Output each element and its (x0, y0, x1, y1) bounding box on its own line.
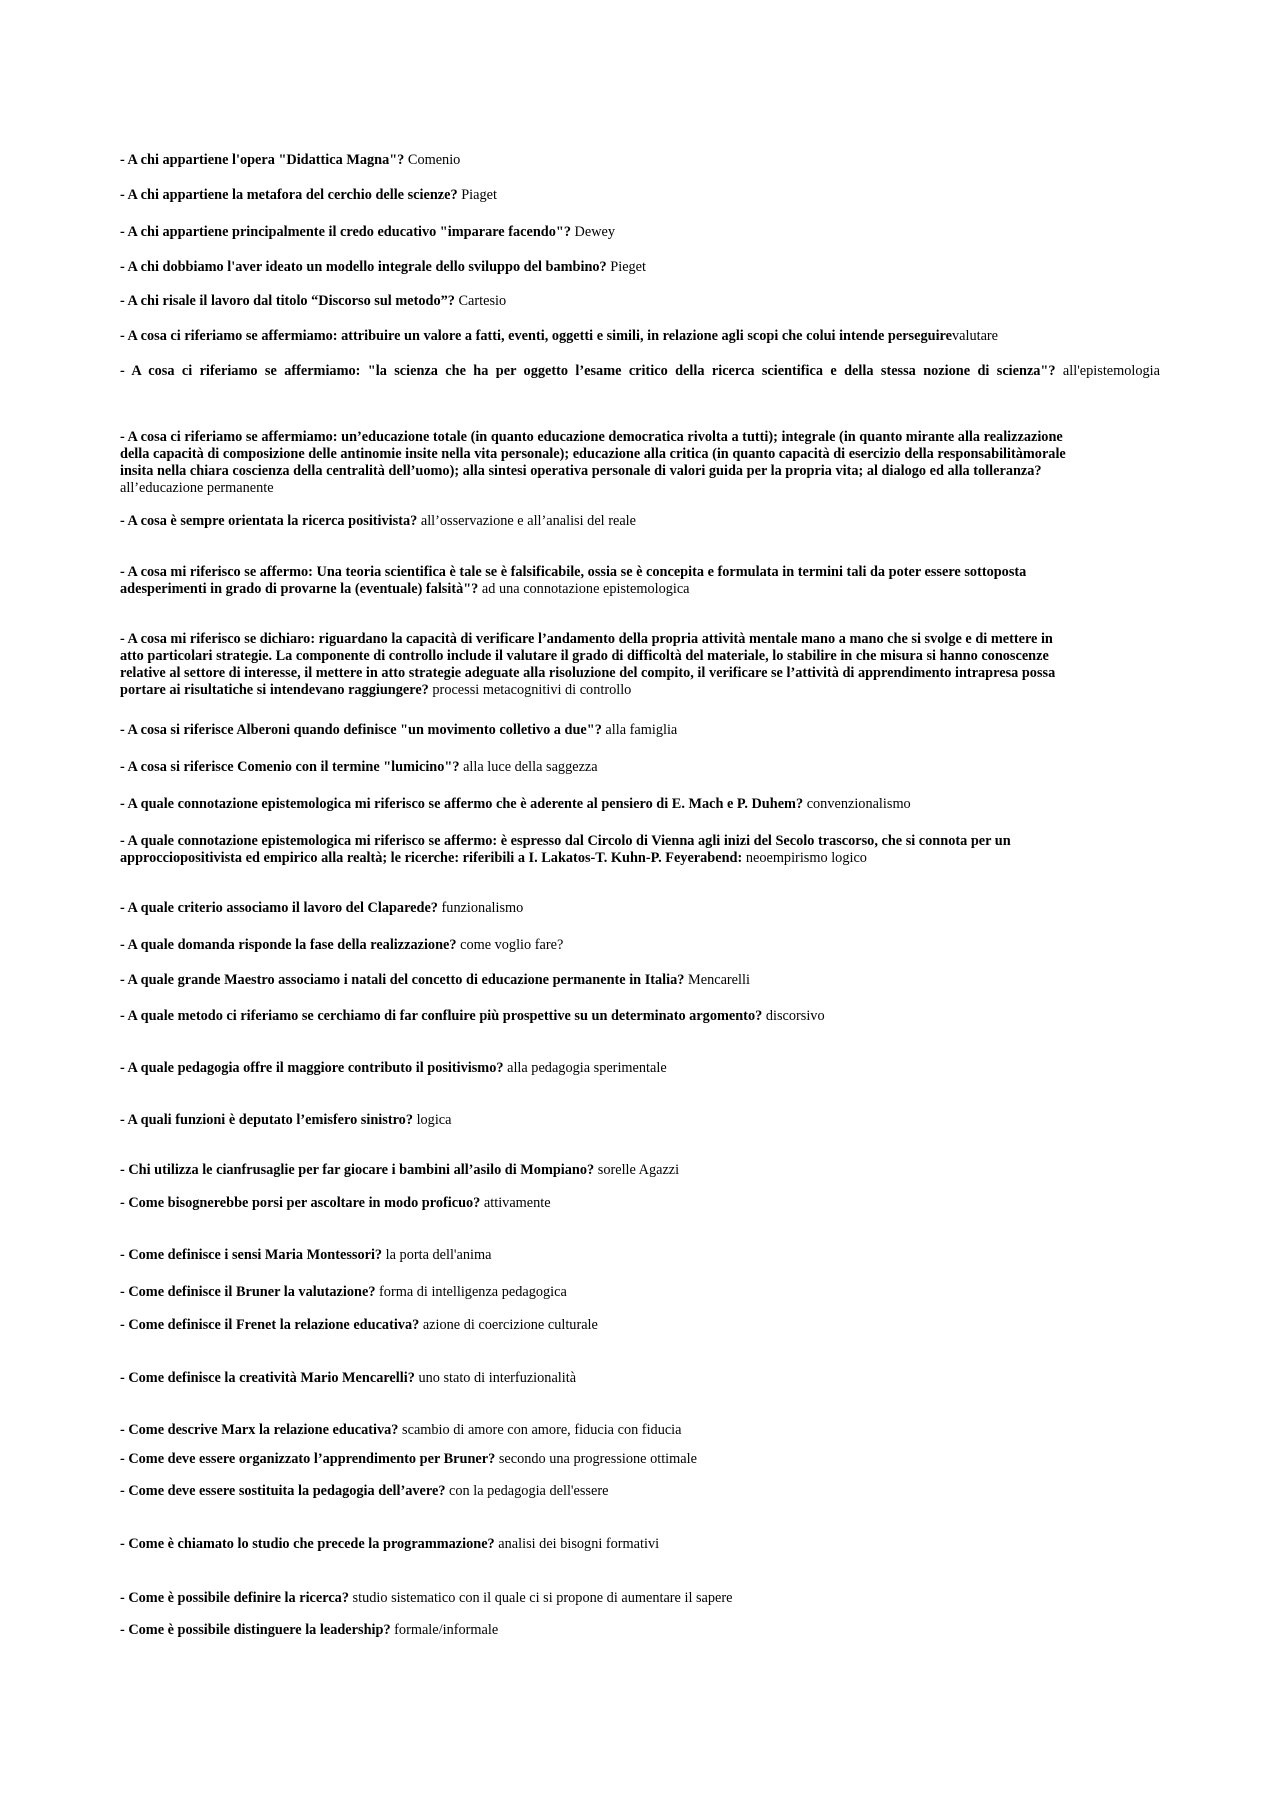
question-text: - A chi dobbiamo l'aver ideato un modello integrale dello sviluppo del bambino? (120, 259, 607, 275)
list-item (120, 1195, 1080, 1212)
list-item (120, 564, 1080, 598)
question-text: - A chi appartiene l'opera "Didattica Magna"? (120, 152, 405, 168)
answer-text: Piaget (461, 187, 497, 203)
question-text: - A cosa ci riferiamo se affermiamo: "la scienza che ha per oggetto l’esame critico della ricerca scientifica e della stessa nozione di scienza"? (120, 363, 1056, 379)
question-text: - A cosa mi riferisco se affermo: Una teoria scientifica è tale se è falsificabile, ossia se è concepita e formulata in termini tali da poter essere sottoposta adesperimenti in grado di provarne la (eventuale) falsità"? (120, 564, 1027, 597)
list-item (120, 937, 1080, 954)
answer-text: forma di intelligenza pedagogica (379, 1284, 567, 1300)
answer-text: valutare (951, 328, 999, 344)
answer-text: Mencarelli (688, 972, 750, 988)
list-item (120, 1451, 1080, 1468)
list-item (120, 1162, 1080, 1179)
question-text: - A quale criterio associamo il lavoro del Claparede? (120, 900, 438, 916)
question-text: - A quale metodo ci riferiamo se cerchiamo di far confluire più prospettive su un determinato argomento? (120, 1008, 763, 1024)
list-item (120, 900, 1080, 917)
list-item (120, 1284, 1080, 1301)
answer-text: Dewey (574, 224, 616, 240)
question-text: - Come definisce la creatività Mario Mencarelli? (120, 1370, 415, 1386)
answer-text: alla pedagogia sperimentale (507, 1060, 667, 1076)
question-text: - Come deve essere sostituita la pedagogia dell’avere? (120, 1483, 446, 1499)
answer-text: alla famiglia (605, 722, 678, 738)
question-text: - A quali funzioni è deputato l’emisfero sinistro? (120, 1112, 413, 1128)
question-text: - A cosa è sempre orientata la ricerca positivista? (120, 513, 418, 529)
answer-text: all’educazione permanente (120, 480, 274, 496)
answer-text: con la pedagogia dell'essere (449, 1483, 609, 1499)
question-text: - Come è possibile distinguere la leadership? (120, 1622, 391, 1638)
list-item (120, 796, 1080, 813)
answer-text: attivamente (483, 1195, 551, 1211)
answer-text: ad una connotazione epistemologica (481, 581, 690, 597)
answer-text: studio sistematico con il quale ci si propone di aumentare il sapere (352, 1590, 733, 1606)
question-text: - A quale connotazione epistemologica mi riferisco se affermo: è espresso dal Circolo di Vienna agli inizi del Secolo trascorso, che si connota per un approcciopositivista ed empirico alla realtà; le ricerche: riferibili a I. Lakatos-T. Kuhn-P. Feyerabend: (120, 833, 1011, 866)
question-text: - A cosa mi riferisco se dichiaro: riguardano la capacità di verificare l’andamento della propria attività mentale mano a mano che si svolge e di mettere in atto particolari strategie. La componente di controllo include il valutare il grado di difficoltà del materiale, lo stabilire in che misura si hanno conoscenze relative al settore di interesse, il mettere in atto strategie adeguate alla risoluzione del compito, il verificare se l’attività di apprendimento intrapresa possa portare ai risultatiche si intendevano raggiungere? (120, 631, 1056, 698)
list-item (120, 293, 1080, 310)
question-text: - Chi utilizza le cianfrusaglie per far giocare i bambini all’asilo di Mompiano? (120, 1162, 595, 1178)
question-text: - A cosa si riferisce Comenio con il termine "lumicino"? (120, 759, 460, 775)
question-text: - Come descrive Marx la relazione educativa? (120, 1422, 399, 1438)
list-item (120, 1317, 1080, 1334)
answer-text: Cartesio (458, 293, 507, 309)
list-item (120, 224, 1080, 241)
question-text: - A quale pedagogia offre il maggiore contributo il positivismo? (120, 1060, 504, 1076)
list-item (120, 152, 1080, 169)
list-item (120, 513, 1080, 530)
answer-text: all'epistemologia (1062, 363, 1160, 379)
answer-text: Pieget (610, 259, 647, 275)
answer-text: secondo una progressione ottimale (498, 1451, 697, 1467)
list-item (120, 1060, 1080, 1077)
question-text: - A chi risale il lavoro dal titolo “Discorso sul metodo”? (120, 293, 455, 309)
list-item (120, 1370, 1080, 1387)
list-item (120, 833, 1080, 867)
question-text: - A quale grande Maestro associamo i natali del concetto di educazione permanente in Italia? (120, 972, 685, 988)
list-item (120, 1483, 1080, 1500)
list-item (120, 328, 1160, 345)
question-text: - A chi appartiene principalmente il credo educativo "imparare facendo"? (120, 224, 571, 240)
list-item (120, 187, 1080, 204)
list-item (120, 1112, 1080, 1129)
answer-text: formale/informale (394, 1622, 499, 1638)
answer-text: analisi dei bisogni formativi (498, 1536, 660, 1552)
question-text: - Come è chiamato lo studio che precede la programmazione? (120, 1536, 495, 1552)
list-item (120, 1590, 1080, 1607)
question-text: - A cosa ci riferiamo se affermiamo: un’educazione totale (in quanto educazione democratica rivolta a tutti); integrale (in quanto mirante alla realizzazione della capacità di composizione delle antinomie insite nella vita personale); educazione alla critica (in quanto capacità di esercizio della responsabilitàmorale insita nella chiara coscienza della centralità dell’uomo); alla sintesi operativa personale di valori guida per la propria vita; al dialogo ed alla tolleranza? (120, 429, 1066, 479)
answer-text: Comenio (407, 152, 461, 168)
answer-text: neoempirismo logico (745, 850, 867, 866)
list-item (120, 1247, 1080, 1264)
list-item (120, 429, 1080, 497)
list-item (120, 1008, 1160, 1025)
answer-text: alla luce della saggezza (463, 759, 598, 775)
question-text: - A chi appartiene la metafora del cerchio delle scienze? (120, 187, 458, 203)
question-text: - Come definisce i sensi Maria Montessori? (120, 1247, 383, 1263)
answer-text: come voglio fare? (460, 937, 564, 953)
list-item (120, 1622, 1080, 1639)
list-item (120, 972, 1080, 989)
list-item (120, 1536, 1080, 1553)
question-text: - A quale connotazione epistemologica mi riferisco se affermo che è aderente al pensiero di E. Mach e P. Duhem? (120, 796, 804, 812)
answer-text: processi metacognitivi di controllo (432, 682, 632, 698)
answer-text: discorsivo (765, 1008, 825, 1024)
list-item (120, 759, 1080, 776)
question-text: - Come è possibile definire la ricerca? (120, 1590, 349, 1606)
list-item (120, 722, 1080, 739)
list-item (120, 631, 1080, 699)
answer-text: convenzionalismo (806, 796, 911, 812)
answer-text: azione di coercizione culturale (422, 1317, 598, 1333)
question-text: - A cosa si riferisce Alberoni quando definisce "un movimento colletivo a due"? (120, 722, 602, 738)
answer-text: funzionalismo (441, 900, 524, 916)
answer-text: all’osservazione e all’analisi del reale (420, 513, 636, 529)
list-item (120, 1422, 1080, 1439)
list-item (120, 259, 1080, 276)
answer-text: uno stato di interfuzionalità (418, 1370, 577, 1386)
answer-text: la porta dell'anima (385, 1247, 492, 1263)
question-text: - Come deve essere organizzato l’apprendimento per Bruner? (120, 1451, 496, 1467)
list-item (120, 363, 1160, 380)
answer-text: sorelle Agazzi (597, 1162, 680, 1178)
answer-text: scambio di amore con amore, fiducia con fiducia (402, 1422, 682, 1438)
answer-text: logica (416, 1112, 452, 1128)
question-text: - A quale domanda risponde la fase della realizzazione? (120, 937, 457, 953)
question-text: - A cosa ci riferiamo se affermiamo: attribuire un valore a fatti, eventi, oggetti e simili, in relazione agli scopi che colui intende perseguire (120, 328, 952, 344)
question-text: - Come definisce il Bruner la valutazione? (120, 1284, 376, 1300)
question-text: - Come bisognerebbe porsi per ascoltare in modo proficuo? (120, 1195, 481, 1211)
question-text: - Come definisce il Frenet la relazione educativa? (120, 1317, 420, 1333)
